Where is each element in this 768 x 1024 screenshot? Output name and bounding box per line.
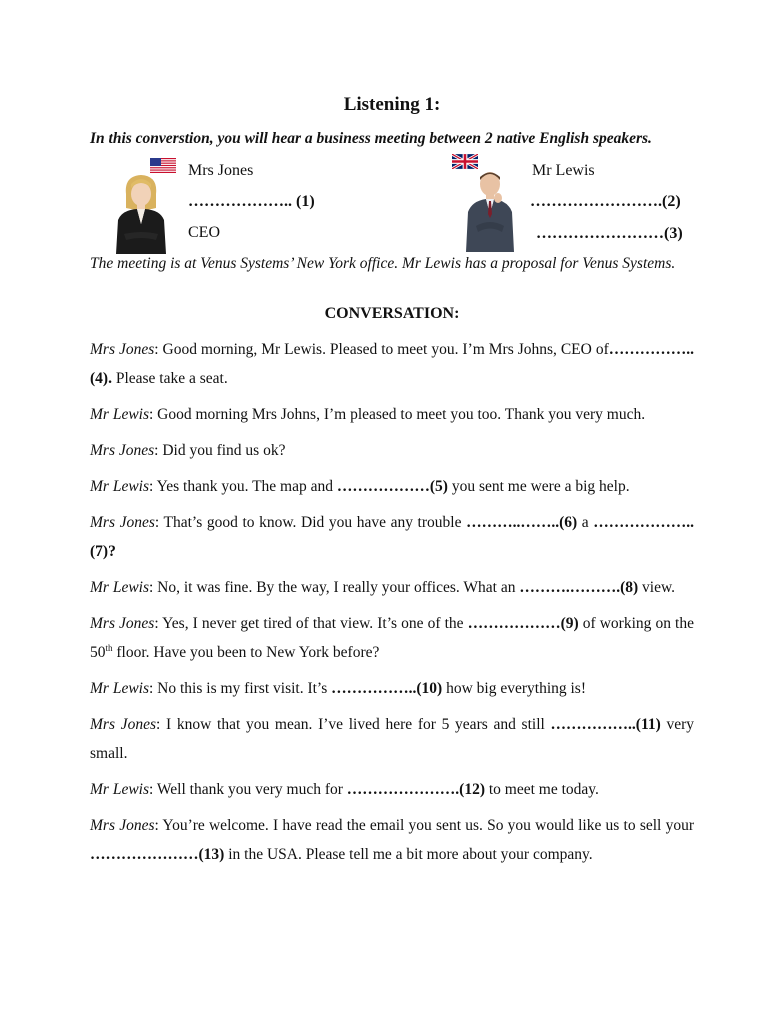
- right-speaker-name: Mr Lewis: [532, 162, 595, 179]
- right-speaker-blank-2: …………………….(2): [530, 193, 681, 210]
- dialogue-turn: Mr Lewis: Well thank you very much for ………………….(12) to meet me today.: [90, 781, 599, 798]
- businesswoman-photo: [110, 172, 172, 254]
- dialogue-turn: Mrs Jones: Good morning, Mr Lewis. Pleased to meet you. I’m Mrs Johns, CEO of……………..(4). Please take a seat.: [90, 341, 694, 387]
- conversation-title: CONVERSATION:: [324, 305, 460, 322]
- dialogue-turn: Mr Lewis: No this is my first visit. It’s ……………..(10) how big everything is!: [90, 680, 587, 697]
- dialogue-turn: Mrs Jones: Yes, I never get tired of that view. It’s one of the ………………(9) of working on the 50th floor. Have you been to New York before?: [90, 615, 694, 661]
- dialogue-turn: Mrs Jones: I know that you mean. I’ve lived here for 5 years and still ……………..(11) very small.: [90, 716, 694, 762]
- uk-flag-icon: [452, 154, 478, 169]
- left-speaker-blank-1: ……………….. (1): [188, 193, 315, 210]
- dialogue-turn: Mrs Jones: You’re welcome. I have read the email you sent us. So you would like us to sell your …………………(13) in the USA. Please tell me a bit more about your company.: [90, 817, 694, 863]
- dialogue-turn: Mr Lewis: No, it was fine. By the way, I really your offices. What an ……….……….(8) view.: [90, 579, 676, 596]
- left-speaker-role: CEO: [188, 224, 220, 241]
- dialogue-turn: Mrs Jones: Did you find us ok?: [90, 442, 286, 459]
- left-speaker-name: Mrs Jones: [188, 162, 254, 179]
- dialogue-turn: Mrs Jones: That’s good to know. Did you have any trouble ………..……..(6) a ………………..(7)?: [90, 514, 694, 560]
- dialogue-turn: Mr Lewis: Yes thank you. The map and ………………(5) you sent me were a big help.: [90, 478, 630, 495]
- dialogue-turn: Mr Lewis: Good morning Mrs Johns, I’m pleased to meet you too. Thank you very much.: [90, 406, 646, 423]
- page-title: Listening 1:: [343, 94, 441, 115]
- meeting-context: The meeting is at Venus Systems’ New York office. Mr Lewis has a proposal for Venus Systems.: [90, 255, 676, 272]
- us-flag-icon: [150, 158, 176, 173]
- right-speaker-blank-3: ……………………(3): [536, 225, 683, 242]
- conversation: [90, 335, 694, 876]
- businessman-photo: [462, 168, 518, 252]
- intro-text: In this converstion, you will hear a business meeting between 2 native English speakers.: [90, 130, 652, 147]
